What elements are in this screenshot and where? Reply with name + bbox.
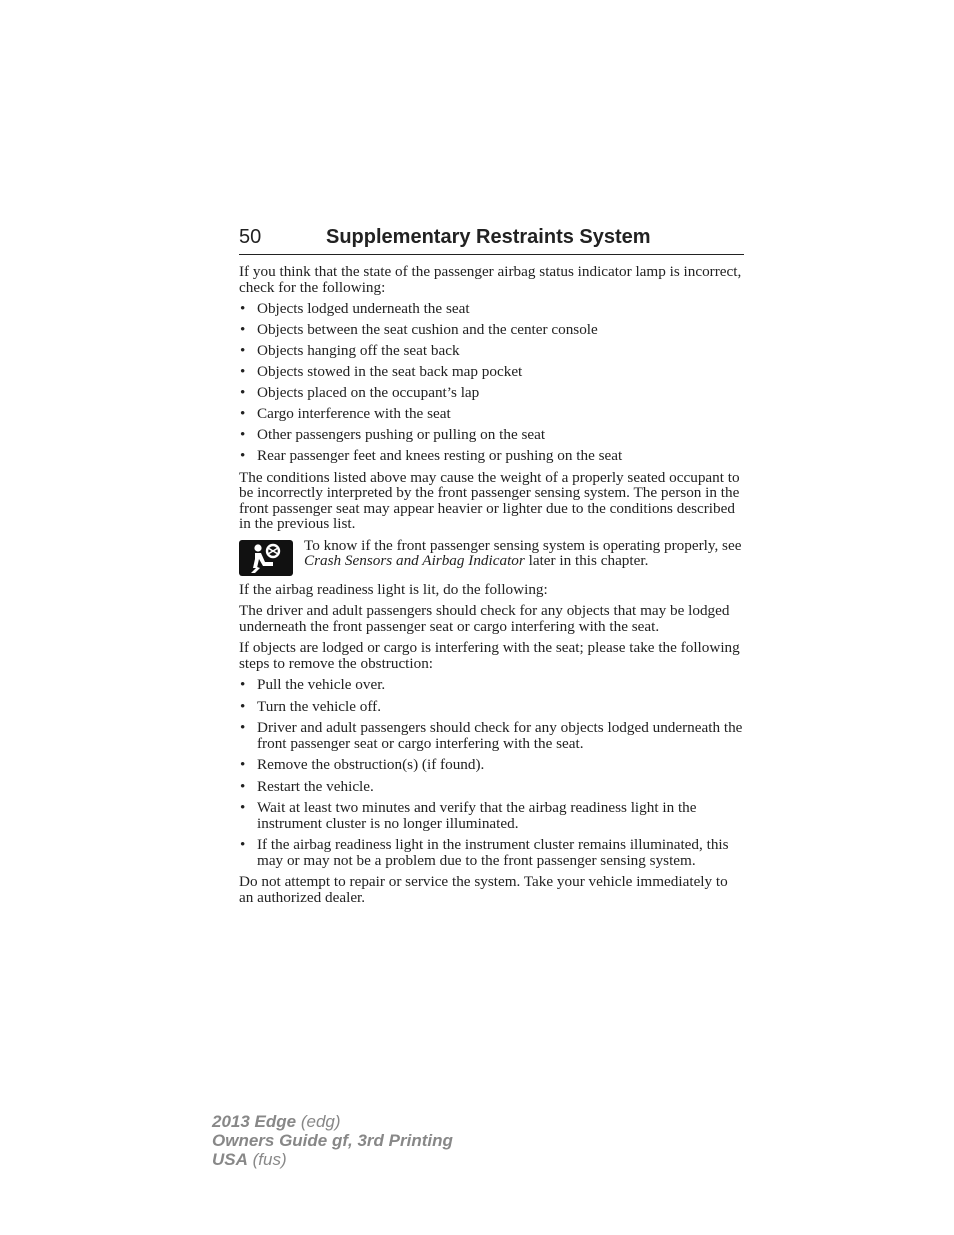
footer-market: USA [212, 1150, 248, 1169]
list-item: • If the airbag readiness light in the instrument cluster remains illuminated, this may or may not be a problem due to the front passenger sensing system. [239, 837, 744, 868]
list-item: • Pull the vehicle over. [239, 677, 744, 693]
list-item: • Restart the vehicle. [239, 779, 744, 795]
page-header [239, 226, 744, 255]
intro-paragraph: If you think that the state of the passenger airbag status indicator lamp is incorrect, check for the following: [239, 263, 742, 296]
checklist [239, 301, 744, 464]
list-item: • Rear passenger feet and knees resting or pushing on the seat [239, 448, 744, 464]
list-item: • Objects between the seat cushion and the center console [239, 322, 744, 338]
note-reference: Crash Sensors and Airbag Indicator [304, 552, 525, 569]
conditions-paragraph: The conditions listed above may cause the weight of a properly seated occupant to be incorrectly interpreted by the front passenger sensing system. The person in the front passenger seat may appear heavier or lighter due to the conditions described in the previous list. [239, 468, 740, 532]
readiness-paragraph: If the airbag readiness light is lit, do the following: [239, 580, 548, 598]
page-body [239, 264, 744, 905]
steps-list [239, 677, 744, 868]
page-footer [212, 1112, 453, 1169]
footer-model: 2013 Edge [212, 1112, 297, 1131]
list-item: • Other passengers pushing or pulling on the seat [239, 427, 744, 443]
footer-market-code: (fus) [247, 1150, 287, 1169]
footer-model-line [212, 1112, 453, 1131]
closing-paragraph: Do not attempt to repair or service the system. Take your vehicle immediately to an authorized dealer. [239, 873, 728, 906]
footer-model-code: (edg) [296, 1112, 341, 1131]
note-text [304, 538, 744, 569]
list-item: • Driver and adult passengers should check for any objects lodged underneath the front passenger seat or cargo interfering with the seat. [239, 720, 744, 751]
note-block [239, 538, 744, 576]
list-item: • Objects lodged underneath the seat [239, 301, 744, 317]
manual-page [239, 226, 744, 911]
airbag-warning-icon [239, 540, 293, 576]
list-item: • Objects hanging off the seat back [239, 343, 744, 359]
list-item: • Remove the obstruction(s) (if found). [239, 757, 744, 773]
list-item: • Objects stowed in the seat back map pocket [239, 364, 744, 380]
note-text-end: later in this chapter. [524, 552, 649, 569]
footer-market-line [212, 1150, 453, 1169]
page-number: 50 [239, 226, 262, 248]
driver-paragraph: The driver and adult passengers should check for any objects that may be lodged underneath the front passenger seat or cargo interfering with the seat. [239, 602, 730, 635]
footer-guide: Owners Guide gf, 3rd Printing [212, 1131, 453, 1150]
steps-intro: If objects are lodged or cargo is interfering with the seat; please take the following steps to remove the obstruction: [239, 639, 740, 672]
list-item: • Wait at least two minutes and verify that the airbag readiness light in the instrument cluster is no longer illuminated. [239, 800, 744, 831]
note-text-start: To know if the front passenger sensing system is operating properly, see [304, 536, 742, 554]
list-item: • Turn the vehicle off. [239, 699, 744, 715]
footer-guide-line [212, 1131, 453, 1150]
list-item: • Objects placed on the occupant’s lap [239, 385, 744, 401]
chapter-title: Supplementary Restraints System [326, 226, 651, 248]
list-item: • Cargo interference with the seat [239, 406, 744, 422]
